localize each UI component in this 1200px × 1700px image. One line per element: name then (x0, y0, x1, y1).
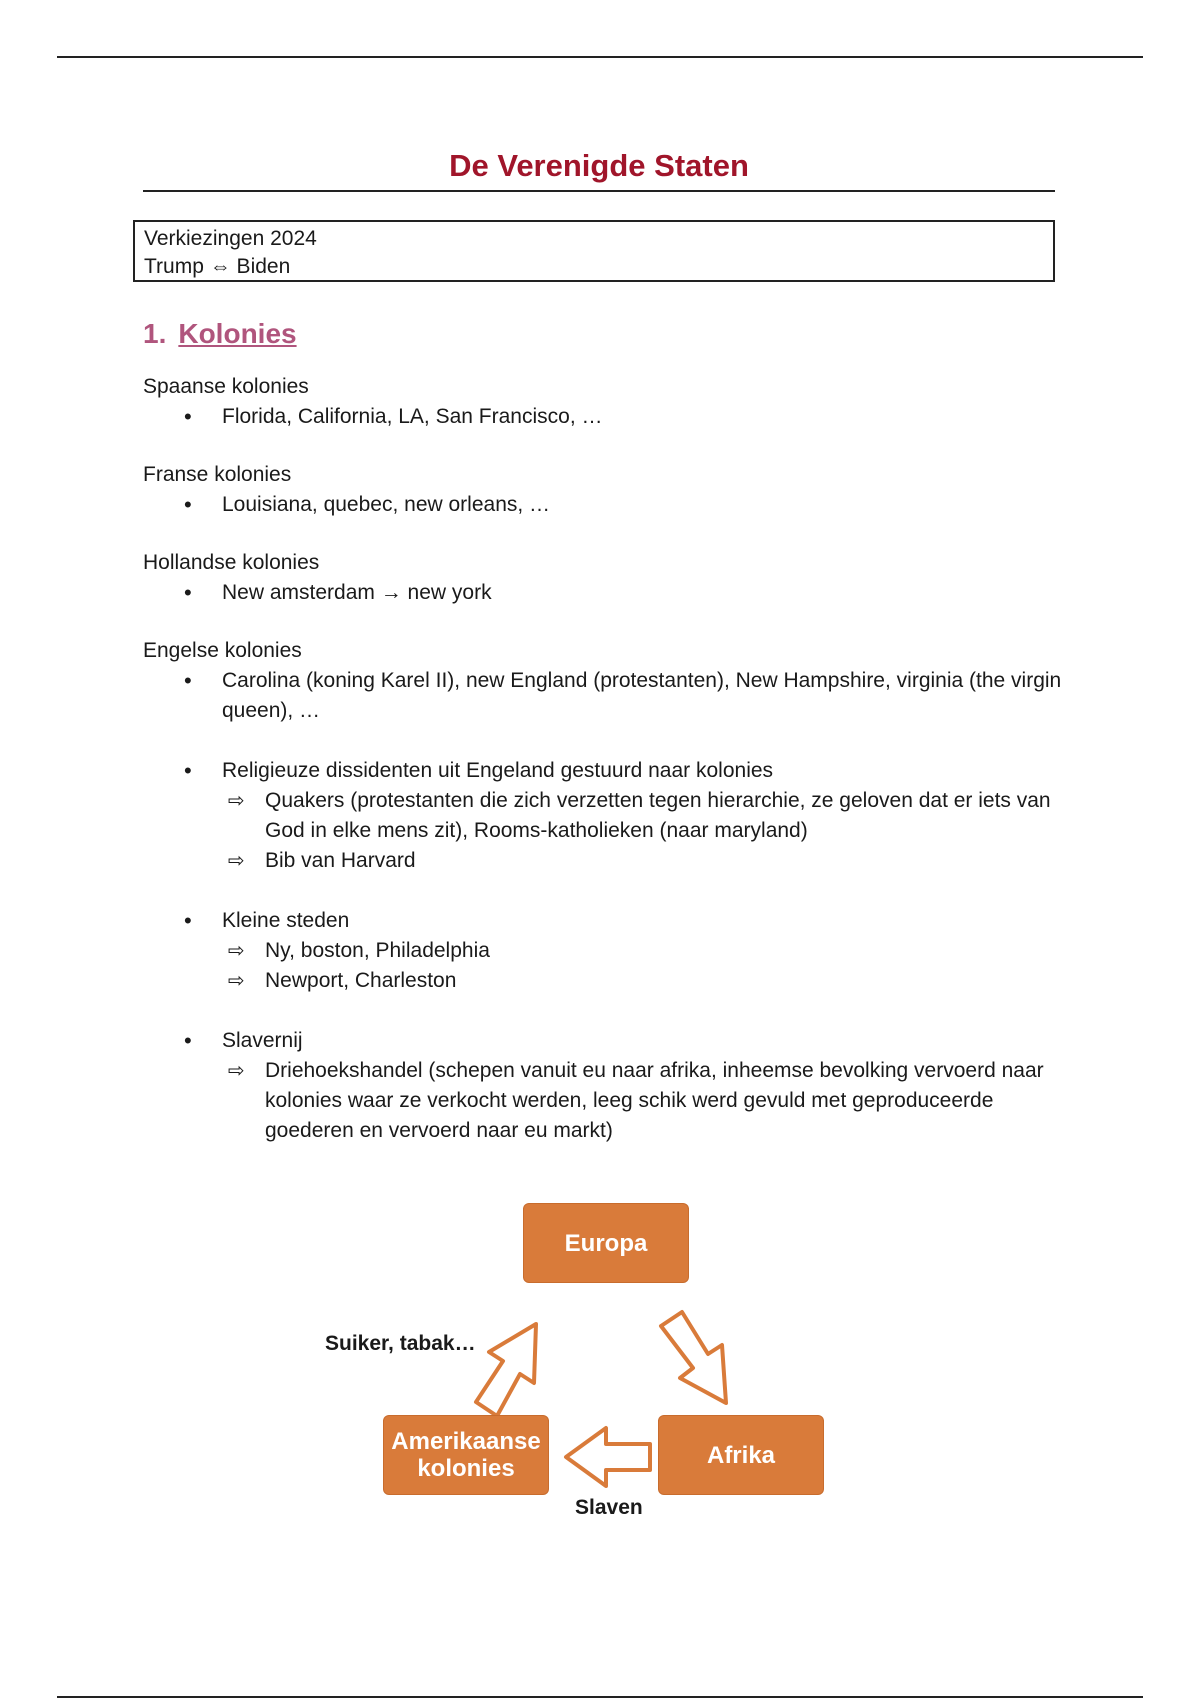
box-amerika-line1: Amerikaanse (391, 1428, 541, 1455)
arrow-europa-afrika-icon (661, 1312, 726, 1403)
bullet-list (143, 490, 1063, 520)
list-item (222, 666, 1063, 726)
list-item-text: Religieuze dissidenten uit Engeland gestuurd naar kolonies (222, 759, 774, 782)
arrow-right-icon: ⇨ (228, 970, 245, 992)
sub-list-item-text: Quakers (protestanten die zich verzetten tegen hierarchie, ze geloven dat er iets van God in elke mens zit), Rooms-katholieken (naar maryland) (265, 789, 1051, 842)
list-item-text: Carolina (koning Karel II), new England (protestanten), New Hampshire, virginia (the virgin queen), … (222, 669, 1062, 722)
arrow-amerika-europa-icon (476, 1324, 536, 1416)
sub-list-item-text: Ny, boston, Philadelphia (265, 939, 490, 962)
arrow-right-icon: ⇨ (228, 940, 245, 962)
bullet-list (143, 402, 1063, 432)
group-hollandse (143, 548, 1063, 608)
box-afrika: Afrika (659, 1416, 823, 1494)
group-franse (143, 460, 1063, 520)
group-spaanse (143, 372, 1063, 432)
sub-list-item-text: Newport, Charleston (265, 969, 457, 992)
list-item (222, 756, 1063, 876)
sub-list (222, 786, 1063, 876)
sub-list-item (228, 936, 1063, 966)
arrow-afrika-amerika-icon (566, 1428, 650, 1486)
list-item: • New amsterdam → new york (222, 578, 1063, 608)
label-goods: Suiker, tabak… (325, 1332, 476, 1355)
bullet-list (143, 666, 1063, 1146)
list-item: • Louisiana, quebec, new orleans, … (222, 490, 1063, 520)
info-line-candidates: Trump ⇔ Biden (144, 255, 291, 278)
list-item (222, 906, 1063, 996)
section-heading-kolonies (143, 316, 297, 352)
sub-list (222, 1056, 1063, 1146)
election-info-box (133, 220, 1055, 282)
sub-list-item-text: Bib van Harvard (265, 849, 416, 872)
arrow-right-icon: ⇨ (228, 790, 245, 812)
group-label: Engelse kolonies (143, 639, 302, 662)
page-bottom-rule (57, 1696, 1143, 1698)
box-amerika-line2: kolonies (417, 1455, 515, 1482)
section-content (143, 372, 1063, 1174)
section-title: Kolonies (178, 318, 297, 349)
page-top-rule (57, 56, 1143, 58)
group-label: Spaanse kolonies (143, 375, 309, 398)
group-engelse (143, 636, 1063, 1146)
triangle-trade-diagram (0, 1190, 1200, 1530)
section-number: 1. (143, 318, 167, 349)
group-label: Franse kolonies (143, 463, 292, 486)
list-item-text: Kleine steden (222, 909, 350, 932)
list-item-text: Slavernij (222, 1029, 303, 1052)
list-item (222, 1026, 1063, 1146)
group-label: Hollandse kolonies (143, 551, 320, 574)
sub-list-item (228, 966, 1063, 996)
arrow-right-icon: ⇨ (228, 850, 245, 872)
info-line-election: Verkiezingen 2024 (144, 227, 317, 250)
sub-list (222, 936, 1063, 996)
sub-list-item (228, 1056, 1063, 1146)
sub-list-item (228, 846, 1063, 876)
box-amerikaanse-kolonies (384, 1416, 548, 1494)
label-slaves: Slaven (575, 1496, 643, 1519)
arrow-right-icon: ⇨ (228, 1060, 245, 1082)
sub-list-item-text: Driehoekshandel (schepen vanuit eu naar afrika, inheemse bevolking vervoerd naar kolonies waar ze verkocht werden, leeg schik werd gevuld met geproduceerde goederen en vervoerd naar eu markt) (265, 1059, 1044, 1142)
page-title: De Verenigde Staten (143, 142, 1055, 192)
bullet-list (143, 578, 1063, 608)
box-europa: Europa (524, 1204, 688, 1282)
list-item: • Florida, California, LA, San Francisco, … (222, 402, 1063, 432)
sub-list-item (228, 786, 1063, 846)
